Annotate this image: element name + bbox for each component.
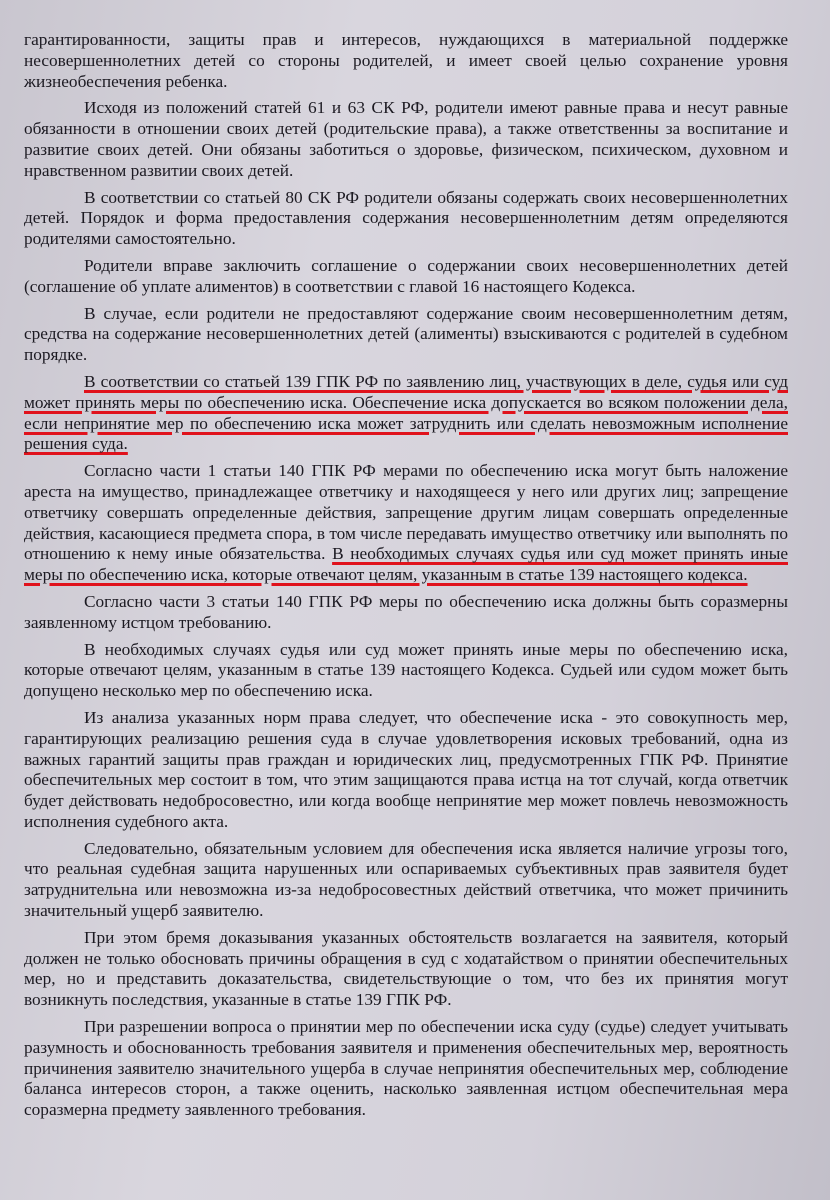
paragraph-text: Согласно части 1 статьи 140 ГПК РФ мерами по обеспечению иска могут быть наложение ареста на имущество, принадлежащее ответчику и находящееся у него или других лиц; запрещение ответчику совершать определенные действия, запрещение другим лицам совершать определенные действия, касающиеся предмета спора, в том числе передавать имущество ответчику или выполнять по отношению к нему иные обязательства. [24, 461, 788, 564]
paragraph-p4 [24, 304, 788, 366]
paragraph-text: В случае, если родители не предоставляют содержание своим несовершеннолетним детям, средства на содержание несовершеннолетних детей (алименты) взыскиваются с родителей в судебном порядке. [24, 303, 788, 365]
paragraph-p1 [24, 98, 788, 181]
paragraph-text: В соответствии со статьей 80 СК РФ родители обязаны содержать своих несовершеннолетних детей. Порядок и форма предоставления содержания несовершеннолетним детям определяются родителями самостоятельно. [24, 187, 788, 249]
paragraph-p9 [24, 708, 788, 833]
paragraph-p12 [24, 1017, 788, 1121]
paragraph-p8 [24, 640, 788, 702]
paragraph-p10 [24, 839, 788, 922]
paragraph-text: Исходя из положений статей 61 и 63 СК РФ, родители имеют равные права и несут равные обязанности в отношении своих детей (родительские права), а также ответственны за воспитание и развитие своих детей. Они обязаны заботиться о здоровье, физическом, психическом, духовном и нравственном развитии своих детей. [24, 98, 788, 180]
paragraph-p3 [24, 256, 788, 298]
paragraph-p6 [24, 461, 788, 586]
underlined-text: В необходимых случаях судья или суд может принять иные меры по обеспечению иска, которые отвечают целям, указанным в статье 139 настоящего кодекса. [24, 544, 788, 585]
paragraph-text: Родители вправе заключить соглашение о содержании своих несовершеннолетних детей (соглашение об уплате алиментов) в соответствии с главой 16 настоящего Кодекса. [24, 255, 788, 296]
document-body [24, 30, 788, 1121]
paragraph-text: При разрешении вопроса о принятии мер по обеспечении иска суду (судье) следует учитывать разумность и обоснованность требования заявителя и применения обеспечительных мер, вероятность причинения заявителю значительного ущерба в случае непринятия обеспечительных мер, соблюдение баланса интересов сторон, а также оценить, насколько заявленная истцом обеспечительная мера соразмерна предмету заявленного требования. [24, 1017, 788, 1120]
paragraph-text: При этом бремя доказывания указанных обстоятельств возлагается на заявителя, который должен не только обосновать причины обращения в суд с ходатайством о принятии обеспечительных мер, но и представить доказательства, свидетельствующие о том, что без их принятия могут возникнуть последствия, указанные в статье 139 ГПК РФ. [24, 927, 788, 1010]
paragraph-p5 [24, 372, 788, 455]
paragraph-p7 [24, 592, 788, 634]
paragraph-text: Из анализа указанных норм права следует, что обеспечение иска - это совокупность мер, гарантирующих реализацию решения суда в случае удовлетворения исковых требований, одна из важных гарантий защиты прав граждан и юридических лиц, предусмотренных ГПК РФ. Принятие обеспечительных мер состоит в том, что этим защищаются права истца на тот случай, когда ответчик будет действовать недобросовестно, или когда вообще непринятие мер может повлечь невозможность исполнения судебного акта. [24, 707, 788, 831]
paragraph-text: Согласно части 3 статьи 140 ГПК РФ меры по обеспечению иска должны быть соразмерны заявленному истцом требованию. [24, 591, 788, 632]
paragraph-p11 [24, 928, 788, 1011]
paragraph-p0 [24, 30, 788, 92]
paragraph-text: гарантированности, защиты прав и интересов, нуждающихся в материальной поддержке несовершеннолетних детей со стороны родителей, и имеет своей целью сохранение уровня жизнеобеспечения ребенка. [24, 30, 788, 91]
paragraph-p2 [24, 188, 788, 250]
paragraph-text: В необходимых случаях судья или суд может принять иные меры по обеспечению иска, которые отвечают целям, указанным в статье 139 настоящего Кодекса. Судьей или судом может быть допущено несколько мер по обеспечению иска. [24, 639, 788, 701]
underlined-text: В соответствии со статьей 139 ГПК РФ по заявлению лиц, участвующих в деле, судья или суд может принять меры по обеспечению иска. Обеспечение иска допускается во всяком положении дела, если непринятие мер по обеспечению иска может затруднить или сделать невозможным исполнение решения суда. [24, 371, 788, 454]
paragraph-text: Следовательно, обязательным условием для обеспечения иска является наличие угрозы того, что реальная судебная защита нарушенных или оспариваемых субъективных прав заявителя будет затруднительна или невозможна из-за недобросовестных действий ответчика, что может причинить значительный ущерб заявителю. [24, 838, 788, 921]
